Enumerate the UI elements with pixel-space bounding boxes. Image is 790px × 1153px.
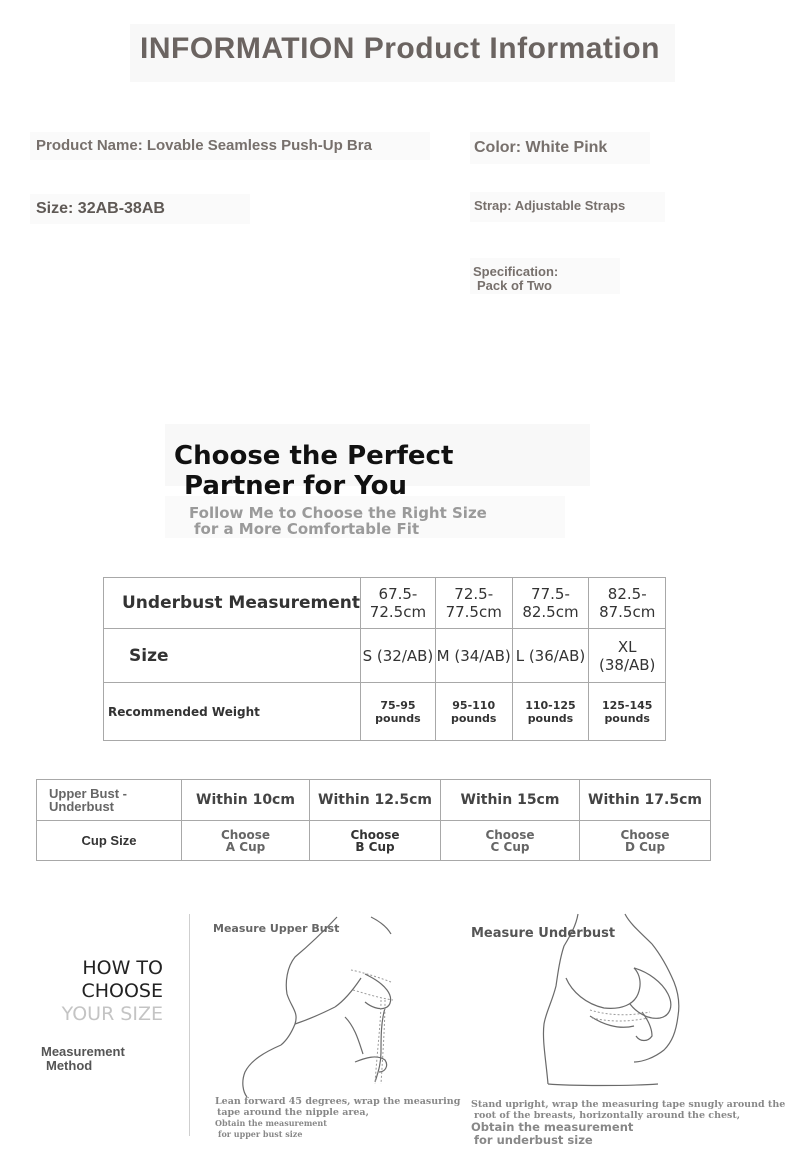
product-spec bbox=[473, 265, 558, 293]
row-label-weight: Recommended Weight bbox=[104, 683, 361, 741]
product-name: Product Name: Lovable Seamless Push-Up Bra bbox=[36, 137, 372, 154]
row-label-underbust: Underbust Measurement bbox=[104, 578, 361, 629]
row-label-cup: Cup Size bbox=[37, 821, 182, 861]
caption-line: for upper bust size bbox=[218, 1129, 303, 1139]
product-color: Color: White Pink bbox=[474, 139, 608, 156]
table-cell: Within 12.5cm bbox=[310, 780, 441, 821]
how-to-heading bbox=[40, 957, 163, 1026]
table-row bbox=[37, 780, 711, 821]
upper-bust-caption bbox=[215, 1096, 460, 1140]
table-cell: Within 15cm bbox=[441, 780, 580, 821]
product-size: Size: 32AB-38AB bbox=[36, 200, 165, 217]
table-cell: 67.5-72.5cm bbox=[360, 578, 435, 629]
underbust-label: Measure Underbust bbox=[471, 926, 616, 941]
cup-line: Choose bbox=[485, 827, 535, 842]
table-row bbox=[37, 821, 711, 861]
table-cell: 82.5-87.5cm bbox=[589, 578, 666, 629]
spec-value: Pack of Two bbox=[477, 278, 552, 293]
table-cell: M (34/AB) bbox=[435, 629, 512, 683]
table-cell bbox=[310, 821, 441, 861]
table-row bbox=[104, 578, 666, 629]
choose-sub-line2: for a More Comfortable Fit bbox=[194, 520, 420, 538]
table-cell: 110-125 pounds bbox=[512, 683, 589, 741]
caption-line: Stand upright, wrap the measuring tape snugly around the bbox=[471, 1099, 786, 1110]
cup-line: A Cup bbox=[225, 839, 266, 854]
choose-title-line2: Partner for You bbox=[184, 471, 408, 501]
table-cell: L (36/AB) bbox=[512, 629, 589, 683]
table-cell bbox=[580, 821, 711, 861]
size-table bbox=[103, 577, 666, 741]
table-cell: 72.5-77.5cm bbox=[435, 578, 512, 629]
cup-line: Choose bbox=[350, 827, 400, 842]
cup-line: Choose bbox=[220, 827, 271, 842]
caption-line: for underbust size bbox=[474, 1133, 593, 1147]
table-cell: S (32/AB) bbox=[360, 629, 435, 683]
table-cell: 77.5-82.5cm bbox=[512, 578, 589, 629]
row-label-difference: Upper Bust - Underbust bbox=[37, 780, 182, 821]
cup-line: C Cup bbox=[490, 839, 530, 854]
cup-line: D Cup bbox=[624, 839, 666, 854]
method-line1: Measurement bbox=[41, 1044, 125, 1059]
caption-line: tape around the nipple area, bbox=[217, 1107, 369, 1118]
caption-line: Obtain the measurement bbox=[471, 1120, 634, 1134]
choose-title-line1: Choose the Perfect bbox=[174, 441, 454, 471]
upper-bust-illustration bbox=[195, 912, 445, 1097]
measurement-method bbox=[41, 1045, 125, 1073]
table-row bbox=[104, 629, 666, 683]
how-to-line1: HOW TO bbox=[82, 957, 163, 979]
table-cell: 75-95 pounds bbox=[360, 683, 435, 741]
cup-table bbox=[36, 779, 711, 861]
choose-title bbox=[174, 441, 453, 501]
cup-line: B Cup bbox=[355, 839, 395, 854]
row-label-size: Size bbox=[104, 629, 361, 683]
table-cell bbox=[182, 821, 310, 861]
how-to-line2: CHOOSE bbox=[81, 980, 163, 1002]
caption-line: Obtain the measurement bbox=[215, 1118, 327, 1128]
table-row bbox=[104, 683, 666, 741]
method-line2: Method bbox=[46, 1058, 93, 1073]
table-cell: Within 10cm bbox=[182, 780, 310, 821]
upper-bust-label: Measure Upper Bust bbox=[213, 922, 340, 935]
table-cell: XL (38/AB) bbox=[589, 629, 666, 683]
cup-line: Choose bbox=[620, 827, 670, 842]
table-cell bbox=[441, 821, 580, 861]
choose-sub-line1: Follow Me to Choose the Right Size bbox=[189, 504, 487, 522]
divider bbox=[189, 914, 190, 1136]
caption-line: root of the breasts, horizontally around the chest, bbox=[474, 1110, 741, 1121]
how-to-line3: YOUR SIZE bbox=[61, 1003, 163, 1025]
page-title: INFORMATION Product Information bbox=[140, 32, 660, 65]
table-cell: 125-145 pounds bbox=[589, 683, 666, 741]
underbust-caption bbox=[471, 1099, 785, 1147]
spec-label: Specification: bbox=[473, 264, 559, 279]
choose-subtitle bbox=[189, 505, 487, 537]
product-strap: Strap: Adjustable Straps bbox=[474, 198, 626, 213]
table-cell: 95-110 pounds bbox=[435, 683, 512, 741]
table-cell: Within 17.5cm bbox=[580, 780, 711, 821]
caption-line: Lean forward 45 degrees, wrap the measuring bbox=[215, 1096, 461, 1107]
